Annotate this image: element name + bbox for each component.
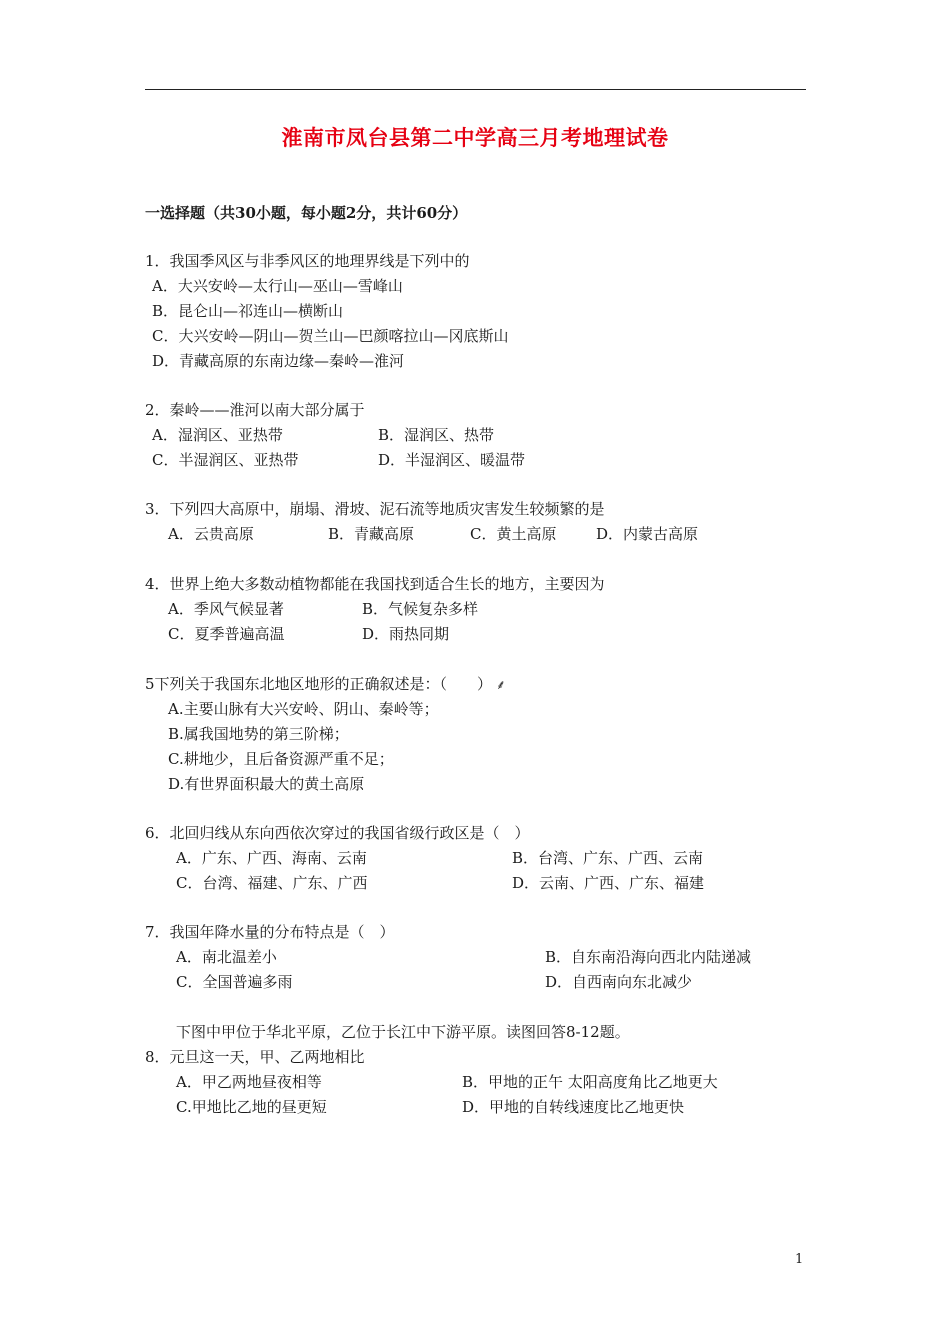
option: B.属我国地势的第三阶梯； bbox=[168, 725, 349, 743]
option: C．大兴安岭—阴山—贺兰山—巴颜喀拉山—冈底斯山 bbox=[152, 327, 509, 345]
option: B．昆仑山—祁连山—横断山 bbox=[152, 302, 344, 320]
option: D．自西南向东北减少 bbox=[545, 973, 693, 991]
option: B．湿润区、热带 bbox=[378, 426, 495, 444]
option: C．全国普遍多雨 bbox=[176, 973, 293, 991]
option: D．半湿润区、暖温带 bbox=[378, 451, 526, 469]
option: D．甲地的自转线速度比乙地更快 bbox=[462, 1098, 685, 1116]
option: D．雨热同期 bbox=[362, 625, 450, 643]
question-stem: 1．我国季风区与非季风区的地理界线是下列中的 bbox=[145, 252, 470, 270]
option: C．夏季普遍高温 bbox=[168, 625, 285, 643]
option: A．广东、广西、海南、云南 bbox=[176, 849, 367, 867]
header-rule bbox=[145, 89, 806, 90]
question-stem: 8．元旦这一天，甲、乙两地相比 bbox=[145, 1048, 365, 1066]
option: B．台湾、广东、广西、云南 bbox=[512, 849, 704, 867]
question-stem: 4．世界上绝大多数动植物都能在我国找到适合生长的地方，主要因为 bbox=[145, 575, 605, 593]
option: C．黄土高原 bbox=[470, 525, 557, 543]
option: C．台湾、福建、广东、广西 bbox=[176, 874, 368, 892]
section-heading: 一选择题（共30小题，每小题2分，共计60分） bbox=[145, 204, 468, 222]
option: B．青藏高原 bbox=[328, 525, 415, 543]
option: B．甲地的正午 太阳高度角比乙地更大 bbox=[462, 1073, 718, 1091]
option: D.有世界面积最大的黄土高原 bbox=[168, 775, 365, 793]
option: C.耕地少，且后备资源严重不足； bbox=[168, 750, 394, 768]
option: A．季风气候显著 bbox=[168, 600, 284, 618]
question-stem: 7．我国年降水量的分布特点是（ ） bbox=[145, 923, 395, 941]
option: A.主要山脉有大兴安岭、阴山、秦岭等； bbox=[168, 700, 439, 718]
option: C．半湿润区、亚热带 bbox=[152, 451, 299, 469]
question-intro: 下图中甲位于华北平原，乙位于长江中下游平原。读图回答8-12题。 bbox=[176, 1023, 630, 1041]
option: D．内蒙古高原 bbox=[596, 525, 699, 543]
question-stem bbox=[145, 672, 506, 698]
question-stem: 3．下列四大高原中，崩塌、滑坡、泥石流等地质灾害发生较频繁的是 bbox=[145, 500, 605, 518]
option: C.甲地比乙地的昼更短 bbox=[176, 1098, 327, 1116]
option: A．云贵高原 bbox=[168, 525, 254, 543]
option: D．云南、广西、广东、福建 bbox=[512, 874, 705, 892]
option: A．甲乙两地昼夜相等 bbox=[176, 1073, 322, 1091]
page-number: 1 bbox=[795, 1252, 804, 1267]
option: D．青藏高原的东南边缘—秦岭—淮河 bbox=[152, 352, 405, 370]
page-title: 淮南市凤台县第二中学高三月考地理试卷 bbox=[281, 125, 669, 150]
question-stem: 6．北回归线从东向西依次穿过的我国省级行政区是（ ） bbox=[145, 824, 530, 842]
option: B．自东南沿海向西北内陆递减 bbox=[545, 948, 752, 966]
annotation-mark-icon: ⸙ bbox=[496, 678, 506, 693]
option: B．气候复杂多样 bbox=[362, 600, 479, 618]
question-stem: 2．秦岭——淮河以南大部分属于 bbox=[145, 401, 365, 419]
option: A．湿润区、亚热带 bbox=[152, 426, 283, 444]
option: A．南北温差小 bbox=[176, 948, 277, 966]
question-stem-text: 5下列关于我国东北地区地形的正确叙述是：（ ） bbox=[145, 675, 493, 693]
option: A．大兴安岭—太行山—巫山—雪峰山 bbox=[152, 277, 403, 295]
